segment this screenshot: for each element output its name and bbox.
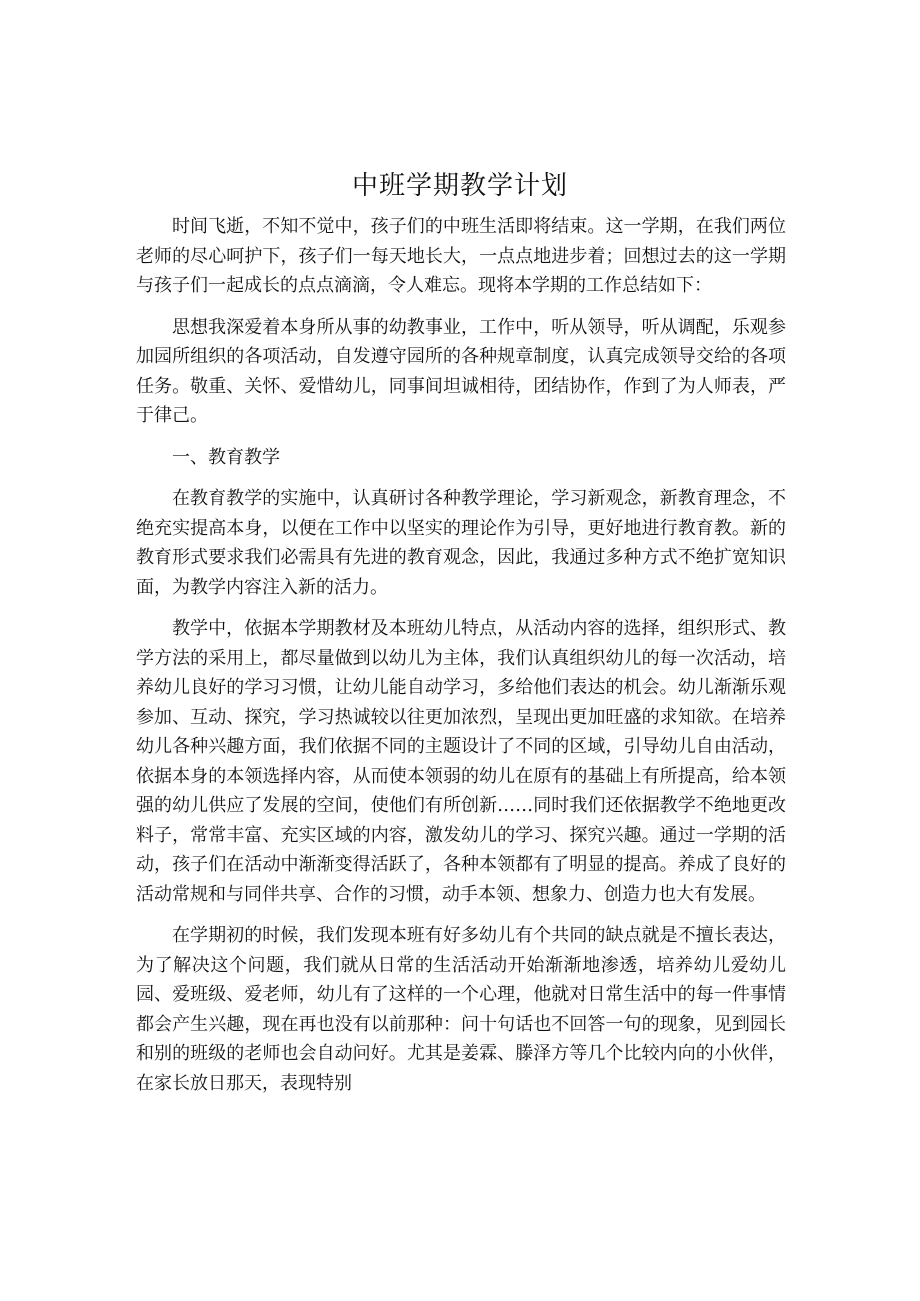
paragraph-expression: 在学期初的时候，我们发现本班有好多幼儿有个共同的缺点就是不擅长表达，为了解决这个问题，我们就从日常的生活活动开始渐渐地渗透，培养幼儿爱幼儿园、爱班级、爱老师，幼儿有了这样的一个心理，他就对日常生活中的每一件事情都会产生兴趣，现在再也没有以前那种：问十句话也不回答一句的现象，见到园长和别的班级的老师也会自动问好。尤其是姜霖、滕泽方等几个比较内向的小伙伴，在家长放日那天，表现特别 [136, 925, 786, 1094]
section-heading-education: 一、教育教学 [172, 446, 280, 468]
page-title: 中班学期教学计划 [351, 171, 568, 201]
paragraph-teaching-theory: 在教育教学的实施中，认真研讨各种教学理论，学习新观念，新教育理念，不绝充实提高本身，以便在工作中以坚实的理论作为引导，更好地进行教育教。新的教育形式要求我们必需具有先进的教育观念，因此，我通过多种方式不绝扩宽知识面，为教学内容注入新的活力。 [136, 488, 786, 598]
document-body [136, 212, 786, 1110]
paragraph-thought: 思想我深爱着本身所从事的幼教事业，工作中，听从领导，听从调配，乐观参加园所组织的各项活动，自发遵守园所的各种规章制度，认真完成领导交给的各项任务。敬重、关怀、爱惜幼儿，同事间坦诚相待，团结协作，作到了为人师表，严于律己。 [136, 316, 786, 426]
paragraph-intro: 时间飞逝，不知不觉中，孩子们的中班生活即将结束。这一学期，在我们两位老师的尽心呵护下，孩子们一每天地长大，一点点地进步着；回想过去的这一学期与孩子们一起成长的点点滴滴，令人难忘。现将本学期的工作总结如下： [136, 216, 786, 296]
paragraph-teaching-practice: 教学中，依据本学期教材及本班幼儿特点，从活动内容的选择，组织形式、教学方法的采用上，都尽量做到以幼儿为主体，我们认真组织幼儿的每一次活动，培养幼儿良好的学习习惯，让幼儿能自动学习，多给他们表达的机会。幼儿渐渐乐观参加、互动、探究，学习热诚较以往更加浓烈，呈现出更加旺盛的求知欲。在培养幼儿各种兴趣方面，我们依据不同的主题设计了不同的区域，引导幼儿自由活动，依据本身的本领选择内容，从而使本领弱的幼儿在原有的基础上有所提高，给本领强的幼儿供应了发展的空间，使他们有所创新……同时我们还依据教学不绝地更改料子，常常丰富、充实区域的内容，激发幼儿的学习、探究兴趣。通过一学期的活动，孩子们在活动中渐渐变得活跃了，各种本领都有了明显的提高。养成了良好的活动常规和与同伴共享、合作的习惯，动手本领、想象力、创造力也大有发展。 [136, 618, 786, 905]
